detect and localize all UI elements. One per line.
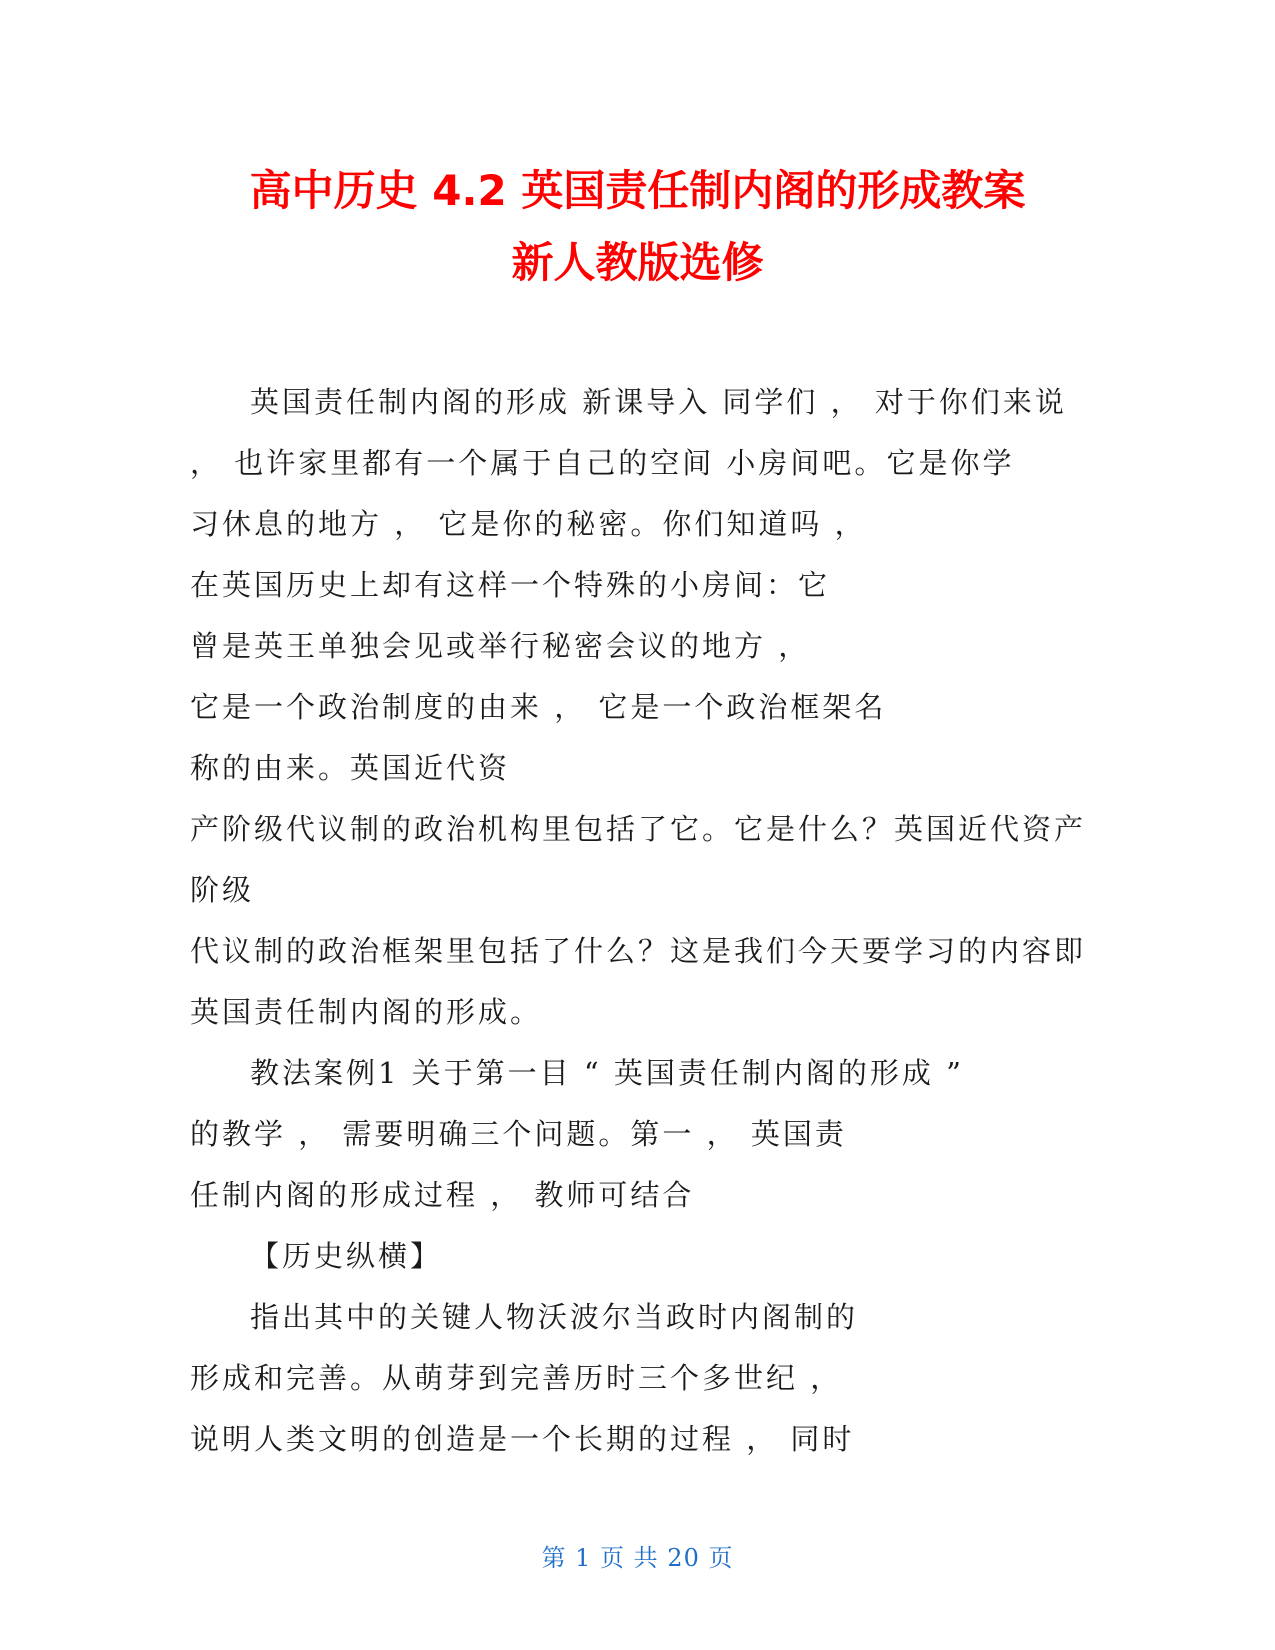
body-line: 阶级 — [190, 873, 255, 907]
body-line: 英国责任制内阁的形成。 — [190, 995, 543, 1029]
body-line: 习休息的地方 ， 它是你的秘密。你们知道吗 ， — [190, 507, 867, 541]
body-line: 它是一个政治制度的由来 ， 它是一个政治框架名 — [190, 690, 887, 724]
body-line: 【历史纵横】 — [250, 1239, 443, 1273]
body-line: 说明人类文明的创造是一个长期的过程 ， 同时 — [190, 1422, 855, 1456]
body-line: 在英国历史上却有这样一个特殊的小房间：它 — [190, 568, 831, 602]
body-line: 产阶级代议制的政治机构里包括了它。它是什么？英国近代资产 — [190, 812, 1087, 846]
page-number-footer: 第 1 页 共 20 页 — [541, 1544, 734, 1572]
body-line: ， 也许家里都有一个属于自己的空间 小房间吧。它是你学 — [190, 446, 1015, 480]
document-title-line2: 新人教版选修 — [511, 238, 764, 287]
body-line: 任制内阁的形成过程 ， 教师可结合 — [190, 1178, 695, 1212]
body-line: 代议制的政治框架里包括了什么？这是我们今天要学习的内容即 — [190, 934, 1087, 968]
body-line: 教法案例1 关于第一目 “ 英国责任制内阁的形成 ” — [250, 1056, 964, 1090]
body-line: 指出其中的关键人物沃波尔当政时内阁制的 — [250, 1300, 859, 1334]
body-line: 的教学 ， 需要明确三个问题。第一 ， 英国责 — [190, 1117, 847, 1151]
document-body — [190, 372, 1090, 1470]
body-line: 形成和完善。从萌芽到完善历时三个多世纪 ， — [190, 1361, 843, 1395]
document-title-line1: 高中历史 4.2 英国责任制内阁的形成教案 — [249, 166, 1026, 215]
body-line: 称的由来。英国近代资 — [190, 751, 511, 785]
body-line: 英国责任制内阁的形成 新课导入 同学们 ， 对于你们来说 — [250, 385, 1067, 419]
body-line: 曾是英王单独会见或举行秘密会议的地方 ， — [190, 629, 811, 663]
